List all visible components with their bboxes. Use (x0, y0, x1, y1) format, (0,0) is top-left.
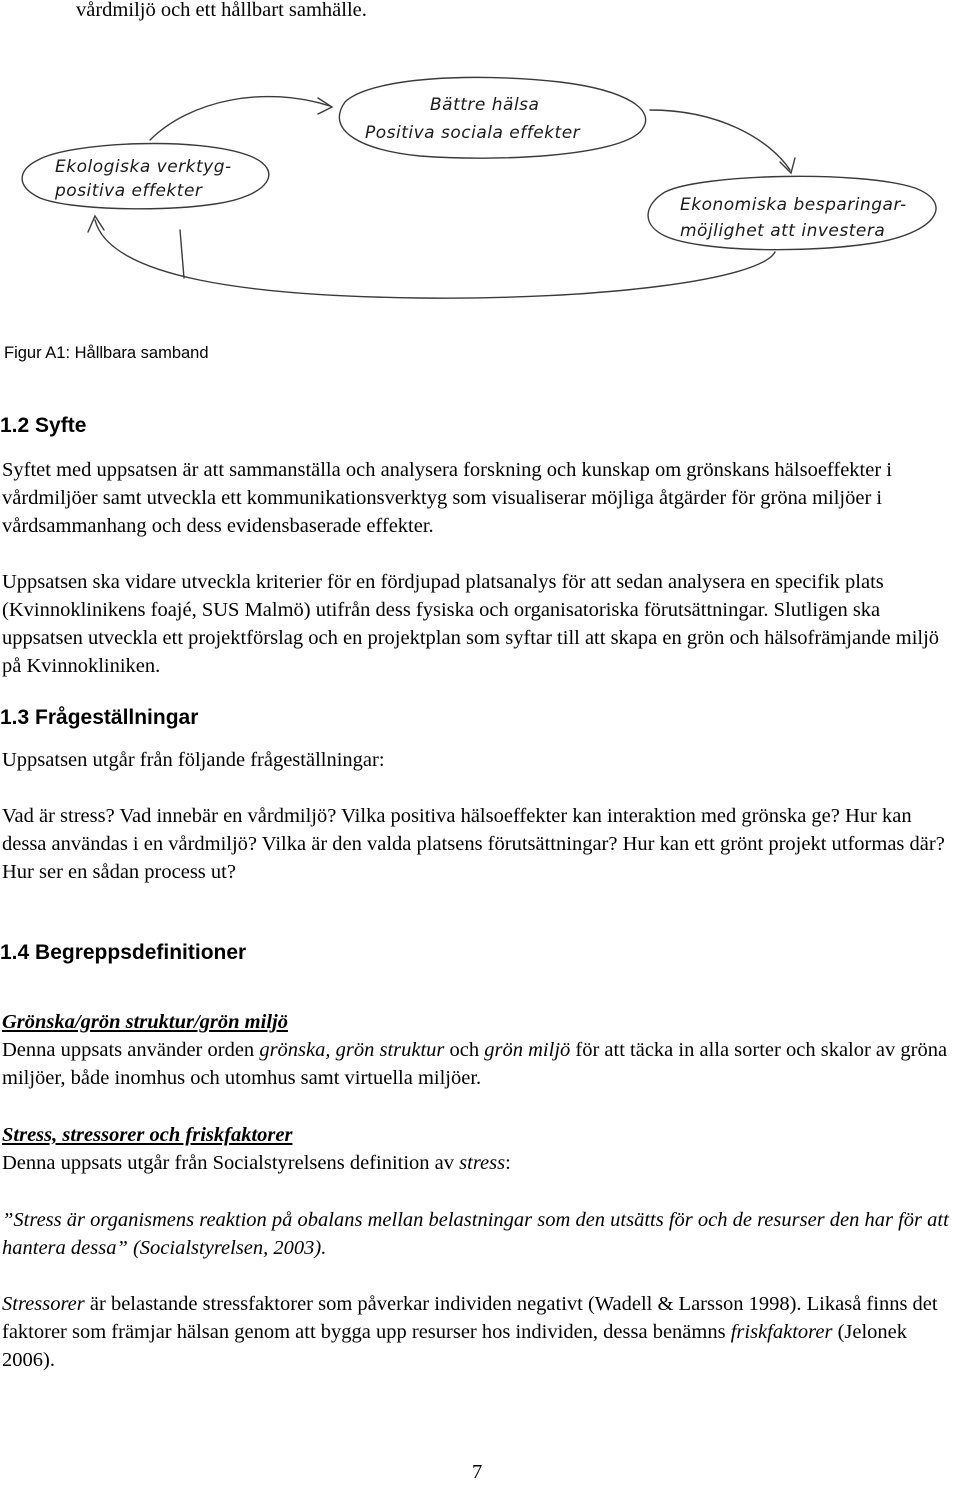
definition-stressorer-italic-1: Stressorer (2, 1293, 85, 1315)
definition-gronska-text-1: Denna uppsats använder orden (2, 1039, 260, 1061)
heading-fragestallningar: 1.3 Frågeställningar (0, 706, 199, 729)
definition-gronska-text-3: för att täcka in alla sorter och skalor av gröna miljöer, både inomhus och utomhus samt virtuella miljöer. (2, 1039, 948, 1089)
heading-syfte: 1.2 Syfte (0, 414, 87, 437)
definition-stressorer-text-1: är belastande stressfaktorer som påverkar individen negativt (Wadell & Larsson 1998). Likaså finns det faktorer som främjar hälsan genom att bygga upp resurser hos individen, dessa benämns (2, 1293, 938, 1343)
left-label-2: positiva effekter (55, 181, 203, 201)
heading-begreppsdefinitioner: 1.4 Begreppsdefinitioner (0, 941, 247, 964)
definition-stressorer-text-2: (Jelonek 2006). (2, 1321, 908, 1371)
top-line: vårdmiljö och ett hållbart samhälle. (76, 0, 367, 21)
right-label-1: Ekonomiska besparingar- (680, 195, 907, 215)
definition-stressorer (2, 1290, 960, 1374)
definition-gronska-italic-1: grönska, grön struktur (259, 1039, 445, 1061)
definition-gronska-italic-2: grön miljö (484, 1039, 571, 1061)
center-label-1: Bättre hälsa (430, 95, 540, 115)
sustainability-diagram (0, 70, 960, 320)
definition-stress-text-1: Denna uppsats utgår från Socialstyrelsens definition av (2, 1152, 460, 1174)
definition-gronska (2, 1036, 957, 1092)
right-label-2: möjlighet att investera (680, 221, 886, 241)
arrow-left-to-center (150, 97, 330, 140)
left-label-1: Ekologiska verktyg- (55, 157, 232, 177)
definition-stress-italic: stress (459, 1152, 506, 1174)
figure-caption: Figur A1: Hållbara samband (4, 344, 209, 362)
definition-stressorer-italic-2: friskfaktorer (730, 1321, 833, 1343)
definition-stress-text-2: : (505, 1152, 511, 1174)
syfte-paragraph-2: Uppsatsen ska vidare utveckla kriterier för en fördjupad platsanalys för att sedan analysera en specifik plats (Kvinnoklinikens foajé, SUS Malmö) utifrån dess fysiska och organisatoriska förutsättningar. Slutligen ska uppsatsen utveckla ett projektförslag och en projektplan som syftar till att skapa en grön och hälsofrämjande miljö på Kvinnokliniken. (2, 571, 940, 677)
center-label-2: Positiva sociala effekter (365, 123, 581, 143)
term-gronska: Grönska/grön struktur/grön miljö (2, 1011, 288, 1033)
center-ellipse (339, 77, 645, 158)
arrow-center-to-right (650, 110, 790, 170)
page-number: 7 (472, 1461, 483, 1483)
definition-stress (2, 1149, 957, 1177)
stress-quote: ”Stress är organismens reaktion på obalans mellan belastningar som den utsätts för och de resurser den har för att hantera dessa” (Socialstyrelsen, 2003). (2, 1209, 949, 1259)
term-stress: Stress, stressorer och friskfaktorer (2, 1124, 293, 1146)
definition-gronska-text-2: och (444, 1039, 485, 1061)
fragestallningar-questions: Vad är stress? Vad innebär en vårdmiljö? Vilka positiva hälsoeffekter kan interaktion med grönska ge? Hur kan dessa användas i en vårdmiljö? Vilka är den valda platsens förutsättningar? Hur kan ett grönt projekt utformas där? Hur ser en sådan process ut? (2, 805, 945, 883)
syfte-paragraph-1: Syftet med uppsatsen är att sammanställa och analysera forskning och kunskap om grönskans hälsoeffekter i vårdmiljöer samt utveckla ett kommunikationsverktyg som visualiserar möjliga åtgärder för gröna miljöer i vårdsammanhang och dess evidensbaserade effekter. (2, 459, 892, 537)
fragestallningar-intro: Uppsatsen utgår från följande frågeställningar: (2, 749, 385, 771)
arrow-right-to-left (95, 220, 775, 298)
